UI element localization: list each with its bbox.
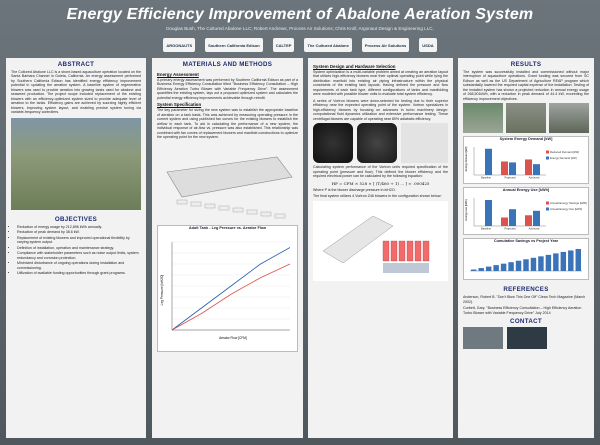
- installation-photos: [463, 103, 589, 133]
- energy-demand-chart: [463, 136, 589, 184]
- leg-pressure-xlabel: Aerator Flow [CFM]: [219, 335, 247, 340]
- objectives-list: [11, 225, 141, 276]
- bar: [501, 218, 508, 227]
- category-label: Achieved: [528, 176, 540, 180]
- reference-item: Anderson, Robert B. "Don't Blow This One Off" Clean Tech Magazine (March 2002).: [463, 295, 586, 304]
- contact-photo: [463, 327, 503, 349]
- bar: [509, 210, 516, 227]
- bar: [533, 165, 540, 176]
- results-heading: RESULTS: [510, 61, 542, 68]
- blower-drawing: [401, 123, 448, 163]
- series-line: [172, 247, 290, 330]
- annual-energy-chart: [463, 187, 589, 235]
- bar: [538, 257, 543, 272]
- objective-item: • Replacement of existing blowers and improved operational flexibility by varying system output.: [17, 236, 141, 245]
- cumulative-savings-title: Cumulative Savings vs Project Year: [493, 239, 559, 244]
- bar: [568, 251, 573, 272]
- energy-demand-plot: [464, 141, 588, 179]
- system-design-heading: System Design and Hardware Selection: [313, 64, 396, 69]
- system-spec-heading: System Specification: [157, 102, 202, 108]
- annual-energy-ylabel: Energy Use [kWh]: [465, 199, 468, 221]
- bar: [553, 254, 558, 272]
- bar: [523, 260, 528, 272]
- equation-note: Where P is the blower discharge pressure in inH2O.: [313, 187, 396, 192]
- final-system-text: The final system utilizes 4 Vortron Z46 blowers in the configuration shown below:: [313, 194, 442, 199]
- objective-item: • Minimized disturbance of ongoing operations during installation and commissioning.: [17, 261, 141, 270]
- legend-swatch: [546, 151, 549, 154]
- bar: [533, 211, 540, 226]
- column-design: [308, 58, 453, 438]
- cumulative-savings-chart: [463, 238, 589, 280]
- bar: [525, 216, 532, 227]
- logo-process-air: Process Air Solutions: [362, 38, 409, 52]
- abstract-heading: ABSTRACT: [57, 61, 95, 68]
- column-methods: [152, 58, 303, 438]
- legend-annual-savings: Annual Energy Savings [kWh]: [550, 201, 588, 206]
- poster-authors: Douglas Bush, The Cultured Abalone LLC; Robert Andrews, Process Air Solutions; Chris Kroll; Argonaut Design & Engineering LLC.: [166, 26, 434, 31]
- bar: [485, 149, 492, 175]
- logo-caltep: CALTEP: [273, 38, 295, 52]
- legend-energy-demand: Energy Demand [kW]: [550, 156, 577, 161]
- category-label: Baseline: [481, 176, 491, 180]
- energy-assessment-text: A primary energy assessment was performed by Southern California Edison as part of a Business Energy Efficiency Consultation titled "Business Efficiency Consultation – High Efficiency Aeration Turbo Blower with Variable Frequency Drive". The assessment quantifies the existing system, lays out a proposed optimized system and calculates the potential energy efficiency improvements achievable through retrofit.: [157, 78, 298, 100]
- farm-photo: [11, 118, 141, 210]
- column-results: [458, 58, 594, 438]
- leg-pressure-chart: [157, 225, 298, 352]
- bar: [516, 261, 521, 271]
- bar: [561, 252, 566, 271]
- contact-images: [463, 327, 589, 349]
- category-label: Projected: [504, 176, 516, 180]
- bar: [531, 258, 536, 271]
- leg-pressure-ylabel: Leg Pressure [inH2O]: [160, 274, 164, 306]
- bar: [471, 270, 476, 271]
- bar: [478, 268, 483, 271]
- legend-swatch: [546, 202, 549, 205]
- logo-sce: Southern California Edison: [205, 38, 263, 52]
- energy-assessment-heading: Energy Assessment: [157, 72, 199, 77]
- tank-layout-diagram: [157, 142, 298, 222]
- bar: [485, 200, 492, 226]
- blower-configuration-diagram: [313, 201, 448, 281]
- cumulative-savings-plot: [464, 243, 588, 275]
- objective-item: • Reduction of energy usage by 212,896 kWh annually.: [17, 225, 141, 229]
- bar: [508, 263, 513, 272]
- installation-photo: [549, 103, 589, 133]
- legend-swatch: [546, 208, 549, 211]
- blower-images: [313, 123, 448, 163]
- sponsor-logos: [60, 36, 540, 54]
- bar: [493, 266, 498, 272]
- energy-demand-title: System Energy Demand [kW]: [499, 137, 553, 142]
- contact-photo: [507, 327, 547, 349]
- system-design-text: System optimization is a multi-variable problem aimed at creating an aeration layout that utilizes high-efficiency blowers near their optimal operating point while tying the distribution manifold into existing air piping infrastructure within the physical constraints of the existing tank layouts. Having defined the pressure and flow requirements of each tank type, different configurations of tanks and manifolding were modeled with possible blower units to evaluate total system efficiency.: [313, 70, 448, 97]
- legend-annual-use: Annual Energy Use [kWh]: [550, 207, 583, 212]
- bar: [509, 163, 516, 176]
- abstract-text: The Cultured Abalone LLC is a shore-based aquaculture operation located on the Santa Barbara Channel in Goleta, California. An energy assessment performed by Southern California Edison has identified energy efficiency improvement potential in updating the aeration system. A baseline system of regenerative blowers was used to provide aeration into growing tanks used for abalone and seaweed production. The project scope included replacement of the existing blowers with an efficiency-optimized system sized to provide adequate level of aeration to the tanks. Efficiency gains are achieved by sourcing highly efficient blowers, improving system layout, and enabling precise system tuning via variable-frequency controllers.: [11, 70, 141, 115]
- power-equation: HP = CFM × 528 × [ (T/460 + 1) ... ] ≈ .000425: [331, 180, 430, 186]
- logo-cultured-abalone: The Cultured Abalone: [304, 38, 351, 52]
- legend-reduced-demand: Reduced Demand [kW]: [550, 150, 579, 155]
- legend-swatch: [546, 157, 549, 160]
- logo-argonauts: ARGONAUTS: [163, 38, 195, 52]
- energy-demand-ylabel: Energy Demand [kW]: [465, 147, 468, 172]
- logo-usda: USDA: [419, 38, 436, 52]
- bar: [501, 162, 508, 176]
- objective-item: • Reduction of peak demand by 38.6 kW.: [17, 230, 141, 234]
- blower-photo: [313, 123, 353, 163]
- category-label: Baseline: [481, 227, 491, 231]
- leg-pressure-plot: [158, 230, 297, 342]
- vortron-text: A series of Vortron blowers were down-selected for testing due to their superior efficiency near the expected operating point of the system. Vortron specializes in high-efficiency blowers by focusing on advances in turbo machinery design: computational fluid dynamics utilization and extensive performance testing. These centrifugal blowers are capable of operating near 80% adiabatic efficiency.: [313, 98, 448, 121]
- bar: [501, 264, 506, 271]
- reference-item: Corbett, Gary. "Business Efficiency Consultation – High Efficiency Aeration Turbo Blower with Variable Frequency Drive" July 2014: [463, 306, 582, 315]
- annual-energy-title: Annual Energy Use [kWh]: [502, 188, 550, 193]
- objective-item: • Utilization of available funding opportunities through grant programs.: [17, 271, 141, 275]
- contact-heading: CONTACT: [510, 318, 542, 326]
- installation-photo: [506, 103, 546, 133]
- category-label: Achieved: [528, 227, 540, 231]
- performance-text: Calculating system performance of the Vortron units required specification of the operating point (pressure and flow). This defined the blower efficiency and the required electrical power can be calculated by the following equation:: [313, 165, 448, 179]
- poster-title: Energy Efficiency Improvement of Abalone Aeration System: [66, 6, 534, 23]
- bar: [525, 160, 532, 176]
- references-heading: REFERENCES: [503, 286, 549, 294]
- installation-photo: [463, 103, 503, 133]
- bar: [576, 249, 581, 271]
- bar: [486, 267, 491, 271]
- leg-pressure-chart-title: Adult Tank - Leg Pressure vs. Aerator Flow: [188, 225, 267, 230]
- category-label: Projected: [504, 227, 516, 231]
- objectives-heading: OBJECTIVES: [54, 215, 98, 223]
- system-spec-text: The key parameter for sizing the new system was to establish the appropriate baseline of aeration on a tank basis. This was achieved by measuring operating pressure in the current system and using published fan curves for the existing blowers to establish the airflow in each tank. To aid in calculating the performance of a new system, the individual response of air-flow vs. pressure was also established. This relationship was combined with fan curves of replacement blowers and manifold constructions to optimize the operating point for the new system.: [157, 108, 298, 140]
- objective-item: • Compliance with stakeholder parameters such as noise output limits, system redundancy and corrosion protection.: [17, 251, 141, 260]
- blower-photo: [357, 123, 397, 163]
- bar: [546, 255, 551, 271]
- annual-energy-plot: [464, 192, 588, 230]
- results-text: The system was successfully installed and commissioned without major interruption of aquaculture operations. Grant funding was secured from SC Edison as well as the US Department of Agriculture REAP program which substantially lowered the required capital expense of the installation. Testing of the installed system has shown a projected reduction in annual energy usage of 268,501kWh, with a reduction in peak demand of 44.4 kW, exceeding the efficiency improvement objectives.: [463, 70, 589, 101]
- column-abstract-objectives: [6, 58, 146, 438]
- methods-heading: MATERIALS AND METHODS: [182, 61, 273, 68]
- objective-item: • Definition of installation, operation and maintenance strategy.: [17, 246, 141, 250]
